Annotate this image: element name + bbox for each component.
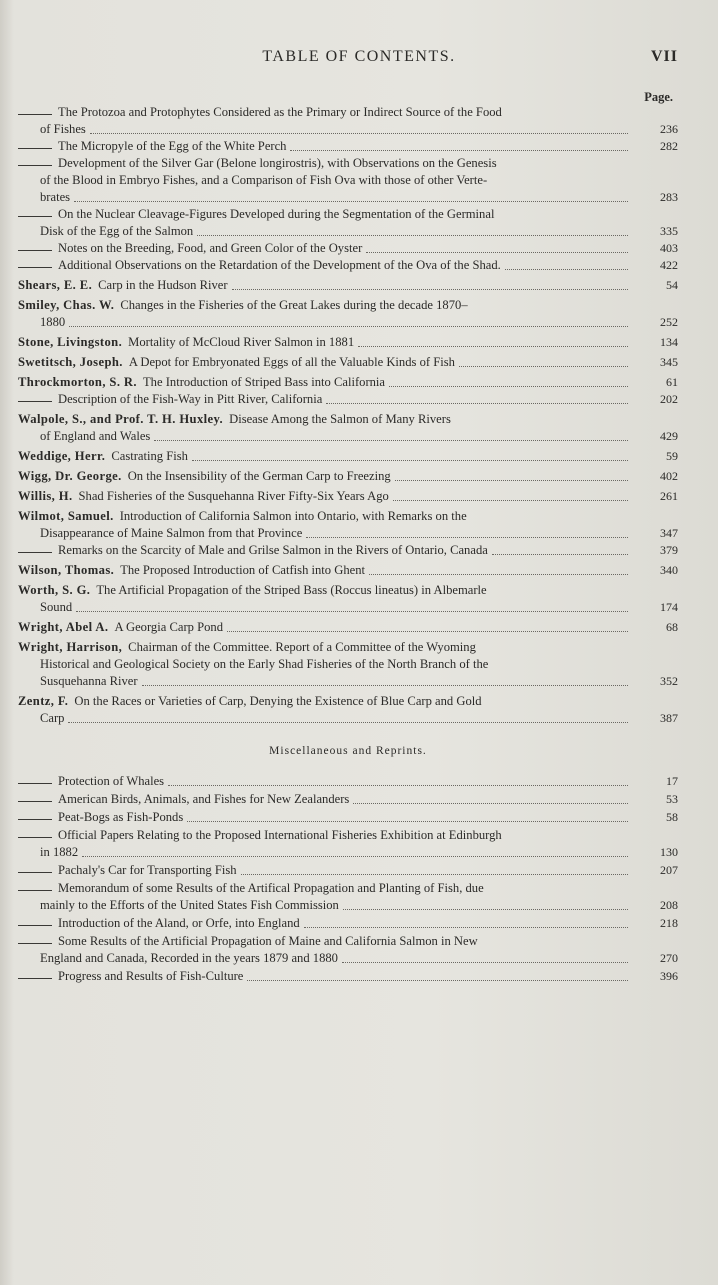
entry-title-text: The Proposed Introduction of Catfish into Ghent	[120, 563, 366, 577]
toc-entry-line	[18, 791, 678, 808]
author-name: Smiley, Chas. W.	[18, 298, 115, 312]
author-name: Wright, Harrison,	[18, 640, 123, 654]
entry-title-text: Official Papers Relating to the Proposed International Fisheries Exhibition at Edinburgh	[58, 828, 502, 842]
author-name: Swetitsch, Joseph.	[18, 355, 123, 369]
entry-title-text: Introduction of the Aland, or Orfe, into England	[58, 916, 300, 930]
toc-entry-line	[18, 297, 678, 314]
toc-entry-line	[18, 121, 678, 138]
toc-entry-line	[18, 223, 678, 240]
misc-entry	[18, 827, 678, 861]
toc-entry-line	[18, 240, 678, 257]
toc-entry	[18, 582, 678, 616]
toc-entry-line	[18, 391, 678, 408]
misc-entry	[18, 862, 678, 879]
entry-title-text: The Introduction of Striped Bass into California	[142, 375, 386, 389]
leader-dots	[492, 553, 628, 555]
toc-list	[18, 104, 678, 985]
toc-entry	[18, 104, 678, 138]
entry-title-text: The Micropyle of the Egg of the White Perch	[58, 139, 287, 153]
toc-entry	[18, 391, 678, 408]
toc-entry-line	[18, 933, 678, 950]
toc-entry-line	[18, 619, 678, 636]
author-name: Zentz, F.	[18, 694, 69, 708]
page-number-ref: 58	[666, 810, 678, 824]
page-number-ref: 53	[666, 792, 678, 806]
toc-entry-line	[18, 968, 678, 985]
toc-entry-line	[18, 468, 678, 485]
entry-title-text: mainly to the Efforts of the United States Fish Commission	[40, 898, 339, 912]
leader-dots	[154, 439, 628, 441]
entry-title-text: England and Canada, Recorded in the years 1879 and 1880	[40, 951, 338, 965]
entry-title-text: Castrating Fish	[111, 449, 188, 463]
leader-dots	[343, 908, 628, 910]
page-number-ref: 379	[660, 543, 678, 557]
toc-entry-line	[18, 314, 678, 331]
page-number-ref: 59	[666, 449, 678, 463]
toc-entry-line	[18, 411, 678, 428]
toc-entry	[18, 297, 678, 331]
toc-entry	[18, 334, 678, 351]
toc-entry-line	[18, 257, 678, 274]
leader-dots	[76, 610, 628, 612]
toc-entry-line	[18, 525, 678, 542]
entry-title-text: 1880	[40, 315, 66, 329]
entry-title-text: Peat-Bogs as Fish-Ponds	[58, 810, 184, 824]
leader-dots	[241, 873, 628, 875]
author-name: Wilson, Thomas.	[18, 563, 115, 577]
author-name: Wigg, Dr. George.	[18, 469, 122, 483]
page-number-ref: 422	[660, 258, 678, 272]
toc-entry-line	[18, 693, 678, 710]
toc-entry-line	[18, 639, 678, 656]
entry-title-text: American Birds, Animals, and Fishes for New Zealanders	[58, 792, 350, 806]
author-name: Weddige, Herr.	[18, 449, 106, 463]
ditto-dash	[18, 943, 52, 944]
toc-entry	[18, 155, 678, 206]
page-number-ref: 396	[660, 969, 678, 983]
page-number-ref: 54	[666, 278, 678, 292]
page-number-ref: 207	[660, 863, 678, 877]
leader-dots	[369, 573, 628, 575]
leader-dots	[342, 961, 628, 963]
misc-entry	[18, 915, 678, 932]
leader-dots	[197, 234, 628, 236]
entry-title-text: The Protozoa and Protophytes Considered as the Primary or Indirect Source of the Food	[58, 105, 502, 119]
leader-dots	[505, 268, 628, 270]
toc-entry-line	[18, 104, 678, 121]
entry-title-text: Shad Fisheries of the Susquehanna River Fifty-Six Years Ago	[78, 489, 389, 503]
entry-title-text: Carp	[40, 711, 65, 725]
toc-entry-line	[18, 915, 678, 932]
leader-dots	[90, 132, 628, 134]
toc-entry	[18, 562, 678, 579]
page-number-ref: 347	[660, 526, 678, 540]
leader-dots	[459, 365, 628, 367]
page-number-ref: 218	[660, 916, 678, 930]
leader-dots	[74, 200, 628, 202]
misc-entry	[18, 880, 678, 914]
toc-entry	[18, 448, 678, 465]
entry-title-text: On the Insensibility of the German Carp to Freezing	[127, 469, 391, 483]
toc-entry-line	[18, 277, 678, 294]
entry-title-text: of the Blood in Embryo Fishes, and a Comparison of Fish Ova with those of other Verte-	[40, 173, 488, 187]
author-name: Walpole, S., and Prof. T. H. Huxley.	[18, 412, 224, 426]
toc-entry-line	[18, 542, 678, 559]
page-number-ref: 403	[660, 241, 678, 255]
author-name: Willis, H.	[18, 489, 73, 503]
leader-dots	[393, 499, 628, 501]
ditto-dash	[18, 783, 52, 784]
leader-dots	[227, 630, 628, 632]
misc-entry	[18, 791, 678, 808]
leader-dots	[389, 385, 628, 387]
leader-dots	[69, 325, 628, 327]
toc-entry	[18, 508, 678, 542]
toc-entry-line	[18, 880, 678, 897]
leader-dots	[187, 820, 628, 822]
ditto-dash	[18, 819, 52, 820]
ditto-dash	[18, 148, 52, 149]
ditto-dash	[18, 925, 52, 926]
toc-entry-line	[18, 827, 678, 844]
toc-entry-line	[18, 897, 678, 914]
entry-title-text: Sound	[40, 600, 73, 614]
toc-entry-line	[18, 656, 678, 673]
entry-title-text: Introduction of California Salmon into Ontario, with Remarks on the	[119, 509, 467, 523]
toc-entry-line	[18, 809, 678, 826]
entry-title-text: Additional Observations on the Retardation of the Development of the Ova of the Shad.	[58, 258, 501, 272]
entry-title-text: Historical and Geological Society on the Early Shad Fisheries of the North Branch of the	[40, 657, 489, 671]
toc-entry-line	[18, 862, 678, 879]
leader-dots	[168, 784, 628, 786]
page-number-ref: 208	[660, 898, 678, 912]
toc-entry	[18, 542, 678, 559]
ditto-dash	[18, 216, 52, 217]
toc-entry	[18, 277, 678, 294]
page-header	[0, 48, 718, 70]
entry-title-text: Disk of the Egg of the Salmon	[40, 224, 194, 238]
toc-entry	[18, 354, 678, 371]
page-number-ref: 236	[660, 122, 678, 136]
entry-title-text: Progress and Results of Fish-Culture	[58, 969, 244, 983]
misc-entry	[18, 773, 678, 790]
author-name: Shears, E. E.	[18, 278, 93, 292]
toc-entry-line	[18, 448, 678, 465]
leader-dots	[304, 926, 628, 928]
leader-dots	[306, 536, 628, 538]
page-number: VII	[650, 48, 678, 65]
entry-title-text: of England and Wales	[40, 429, 151, 443]
ditto-dash	[18, 978, 52, 979]
leader-dots	[192, 459, 628, 461]
entry-title-text: Notes on the Breeding, Food, and Green Color of the Oyster	[58, 241, 363, 255]
toc-entry	[18, 468, 678, 485]
toc-entry	[18, 240, 678, 257]
leader-dots	[232, 288, 628, 290]
page-number-ref: 387	[660, 711, 678, 725]
page-number-ref: 402	[660, 469, 678, 483]
entry-title-text: A Georgia Carp Pond	[114, 620, 223, 634]
toc-entry-line	[18, 334, 678, 351]
entry-title-text: Mortality of McCloud River Salmon in 1881	[128, 335, 355, 349]
leader-dots	[247, 979, 628, 981]
toc-entry-line	[18, 599, 678, 616]
page-number-ref: 17	[666, 774, 678, 788]
entry-title-text: Protection of Whales	[58, 774, 165, 788]
page-number-ref: 352	[660, 674, 678, 688]
page-number-ref: 270	[660, 951, 678, 965]
page-number-ref: 261	[660, 489, 678, 503]
toc-entry-line	[18, 488, 678, 505]
toc-entry-line	[18, 710, 678, 727]
toc-entry-line	[18, 428, 678, 445]
entry-title-text: Pachaly's Car for Transporting Fish	[58, 863, 237, 877]
misc-entry	[18, 968, 678, 985]
entry-title-text: On the Nuclear Cleavage-Figures Developed during the Segmentation of the Germinal	[58, 207, 495, 221]
page-number-ref: 340	[660, 563, 678, 577]
section-heading: Miscellaneous and Reprints.	[269, 745, 427, 757]
ditto-dash	[18, 801, 52, 802]
page-title: TABLE OF CONTENTS.	[262, 48, 456, 65]
toc-entry	[18, 411, 678, 445]
entry-title-text: Susquehanna River	[40, 674, 138, 688]
entry-title-text: Disappearance of Maine Salmon from that Province	[40, 526, 303, 540]
page-number-ref: 252	[660, 315, 678, 329]
leader-dots	[353, 802, 628, 804]
author-name: Worth, S. G.	[18, 583, 91, 597]
page-number-ref: 68	[666, 620, 678, 634]
ditto-dash	[18, 114, 52, 115]
ditto-dash	[18, 872, 52, 873]
page-number-ref: 335	[660, 224, 678, 238]
page-number-ref: 130	[660, 845, 678, 859]
entry-title-text: in 1882	[40, 845, 79, 859]
toc-entry-line	[18, 773, 678, 790]
entry-title-text: Remarks on the Scarcity of Male and Grilse Salmon in the Rivers of Ontario, Canada	[58, 543, 488, 557]
entry-title-text: Changes in the Fisheries of the Great Lakes during the decade 1870–	[120, 298, 468, 312]
toc-entry-line	[18, 172, 678, 189]
page-number-ref: 283	[660, 190, 678, 204]
toc-entry	[18, 206, 678, 240]
leader-dots	[68, 721, 628, 723]
toc-entry	[18, 693, 678, 727]
entry-title-text: Development of the Silver Gar (Belone longirostris), with Observations on the Genesis	[58, 156, 497, 170]
page-number-ref: 134	[660, 335, 678, 349]
toc-entry	[18, 639, 678, 690]
entry-title-text: Disease Among the Salmon of Many Rivers	[229, 412, 451, 426]
page-number-ref: 174	[660, 600, 678, 614]
leader-dots	[326, 402, 628, 404]
page-number-ref: 429	[660, 429, 678, 443]
ditto-dash	[18, 890, 52, 891]
toc-entry-line	[18, 206, 678, 223]
author-name: Throckmorton, S. R.	[18, 375, 137, 389]
page-column-heading: Page.	[644, 90, 673, 104]
toc-entry-line	[18, 354, 678, 371]
toc-entry	[18, 257, 678, 274]
entry-title-text: Chairman of the Committee. Report of a Committee of the Wyoming	[128, 640, 476, 654]
misc-entry	[18, 933, 678, 967]
ditto-dash	[18, 837, 52, 838]
leader-dots	[395, 479, 628, 481]
entry-title-text: The Artificial Propagation of the Striped Bass (Roccus lineatus) in Albemarle	[96, 583, 487, 597]
toc-entry	[18, 138, 678, 155]
page-number-ref: 345	[660, 355, 678, 369]
toc-entry	[18, 619, 678, 636]
leader-dots	[142, 684, 628, 686]
ditto-dash	[18, 401, 52, 402]
toc-entry-line	[18, 138, 678, 155]
author-name: Wright, Abel A.	[18, 620, 109, 634]
entry-title-text: Memorandum of some Results of the Artifical Propagation and Planting of Fish, due	[58, 881, 484, 895]
entry-title-text: Carp in the Hudson River	[98, 278, 228, 292]
toc-entry-line	[18, 189, 678, 206]
entry-title-text: of Fishes	[40, 122, 86, 136]
toc-entry	[18, 488, 678, 505]
ditto-dash	[18, 552, 52, 553]
toc-entry-line	[18, 508, 678, 525]
toc-entry-line	[18, 374, 678, 391]
page-number-ref: 61	[666, 375, 678, 389]
toc-entry-line	[18, 673, 678, 690]
entry-title-text: On the Races or Varieties of Carp, Denying the Existence of Blue Carp and Gold	[74, 694, 482, 708]
leader-dots	[82, 855, 628, 857]
author-name: Stone, Livingston.	[18, 335, 123, 349]
leader-dots	[358, 345, 628, 347]
ditto-dash	[18, 165, 52, 166]
ditto-dash	[18, 267, 52, 268]
page-number-ref: 202	[660, 392, 678, 406]
leader-dots	[366, 251, 628, 253]
leader-dots	[290, 149, 628, 151]
misc-entry	[18, 809, 678, 826]
toc-entry-line	[18, 562, 678, 579]
entry-title-text: brates	[40, 190, 71, 204]
ditto-dash	[18, 250, 52, 251]
entry-title-text: Some Results of the Artificial Propagation of Maine and California Salmon in New	[58, 934, 478, 948]
entry-title-text: A Depot for Embryonated Eggs of all the Valuable Kinds of Fish	[128, 355, 455, 369]
toc-entry	[18, 374, 678, 391]
toc-entry-line	[18, 582, 678, 599]
page-number-ref: 282	[660, 139, 678, 153]
toc-entry-line	[18, 155, 678, 172]
entry-title-text: Description of the Fish-Way in Pitt River, California	[58, 392, 323, 406]
author-name: Wilmot, Samuel.	[18, 509, 114, 523]
toc-entry-line	[18, 844, 678, 861]
toc-entry-line	[18, 950, 678, 967]
